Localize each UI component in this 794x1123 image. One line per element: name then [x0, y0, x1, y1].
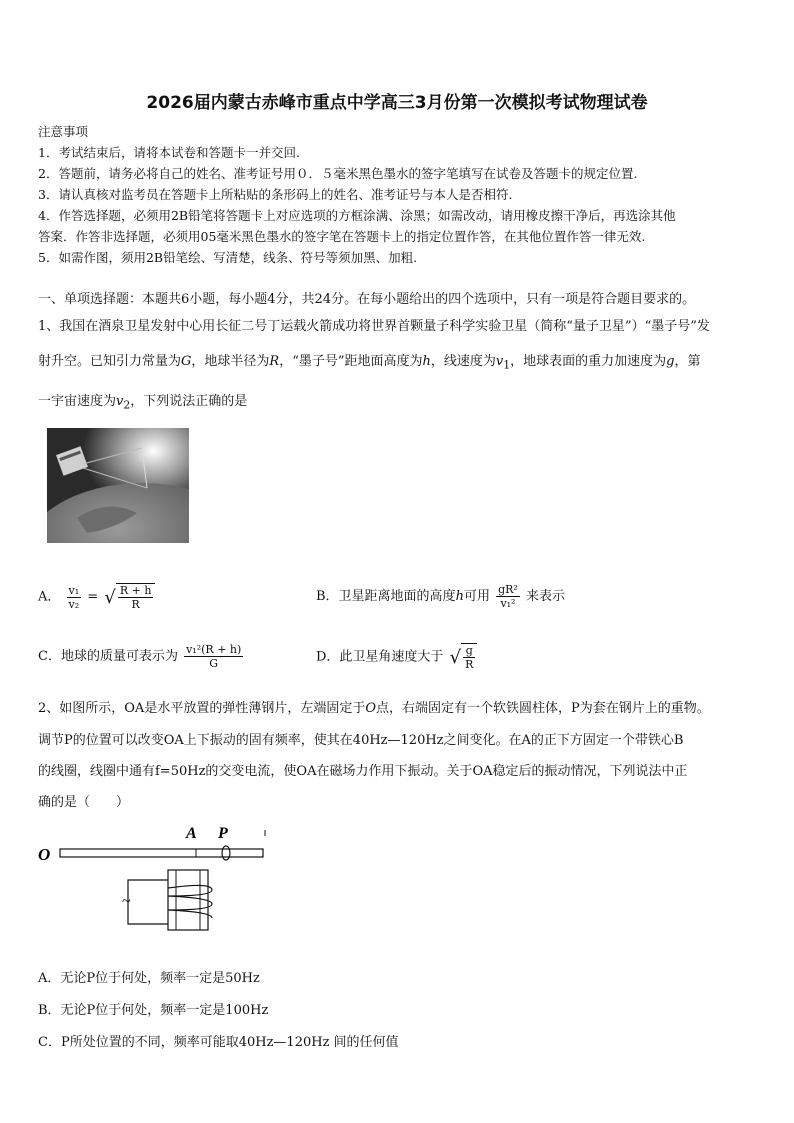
option-1d: D．此卫星角速度大于 √ $\frac{g}{R}$	[316, 643, 477, 671]
notice-item: 3．请认真核对监考员在答题卡上所粘贴的条形码上的姓名、准考证号与本人是否相符.	[38, 187, 513, 202]
option-2a: A．无论P位于何处，频率一定是50Hz	[38, 971, 260, 986]
option-1c: C．地球的质量可表示为 $\frac{\text{v₁²(R + h)}}{G}$	[38, 643, 242, 670]
option-2c: C．P所处位置的不同，频率可能取40Hz—120Hz 间的任何值	[38, 1035, 399, 1050]
option-1b: B．卫星距离地面的高度h可用 $\frac{\text{gR²}}{\text{v₁²}}$ 来表示	[316, 583, 565, 610]
label-p: P	[218, 825, 228, 842]
question-2-text: 调节P的位置可以改变OA上下振动的固有频率，使其在40Hz—120Hz之间变化。在A的正下方固定一个带铁心B	[38, 733, 684, 748]
question-1-text: 1、我国在酒泉卫星发射中心用长征二号丁运载火箭成功将世界首颗量子科学实验卫星（简称“量子卫星”）“墨子号”发	[38, 319, 710, 334]
question-1-text: 射升空。已知引力常量为G，地球半径为R，“墨子号”距地面高度为h，线速度为$v_1$，地球表面的重力加速度为g，第	[38, 354, 701, 372]
question-2-text: 的线圈，线圈中通有f=50Hz的交变电流，使OA在磁场力作用下振动。关于OA稳定后的振动情况，下列说法中正	[38, 764, 688, 779]
option-1a: A． $\frac{\text{v₁}}{\text{v₂}}$ = √ $\frac{R + h}{R}$	[38, 583, 155, 611]
notice-item: 2．答题前，请务必将自己的姓名、准考证号用０．５毫米黑色墨水的签字笔填写在试卷及答题卡的规定位置.	[38, 166, 638, 181]
notice-heading: 注意事项	[38, 124, 89, 139]
iron-core	[168, 870, 208, 930]
notice-item: 1．考试结束后，请将本试卷和答题卡一并交回.	[38, 145, 300, 160]
steel-strip-coil-diagram	[36, 820, 276, 935]
question-1-text: 一宇宙速度为$v_2$，下列说法正确的是	[38, 394, 248, 412]
notice-item: 4．作答选择题，必须用2B铅笔将答题卡上对应选项的方框涂满、涂黑；如需改动，请用橡皮擦干净后，再选涂其他	[38, 208, 676, 223]
notice-item: 答案．作答非选择题，必须用05毫米黑色墨水的签字笔在答题卡上的指定位置作答，在其他位置作答一律无效.	[38, 229, 646, 244]
question-2-text: 2、如图所示，OA是水平放置的弹性薄钢片，左端固定于O点，右端固定有一个软铁圆柱体，P为套在钢片上的重物。	[38, 701, 710, 716]
option-2b: B．无论P位于何处，频率一定是100Hz	[38, 1003, 269, 1018]
label-o: O	[38, 845, 51, 864]
label-a: A	[186, 825, 197, 842]
notice-item: 5．如需作图，须用2B铅笔绘、写清楚，线条、符号等须加黑、加粗.	[38, 250, 418, 265]
ac-source-label: ~	[122, 893, 131, 910]
section-heading: 一、单项选择题：本题共6小题，每小题4分，共24分。在每小题给出的四个选项中，只有一项是符合题目要求的。	[38, 292, 696, 307]
page-title: 2026届内蒙古赤峰市重点中学高三3月份第一次模拟考试物理试卷	[146, 93, 648, 113]
question-2-text: 确的是（ ）	[38, 795, 130, 810]
satellite-photo	[47, 428, 189, 543]
steel-strip	[60, 849, 263, 857]
